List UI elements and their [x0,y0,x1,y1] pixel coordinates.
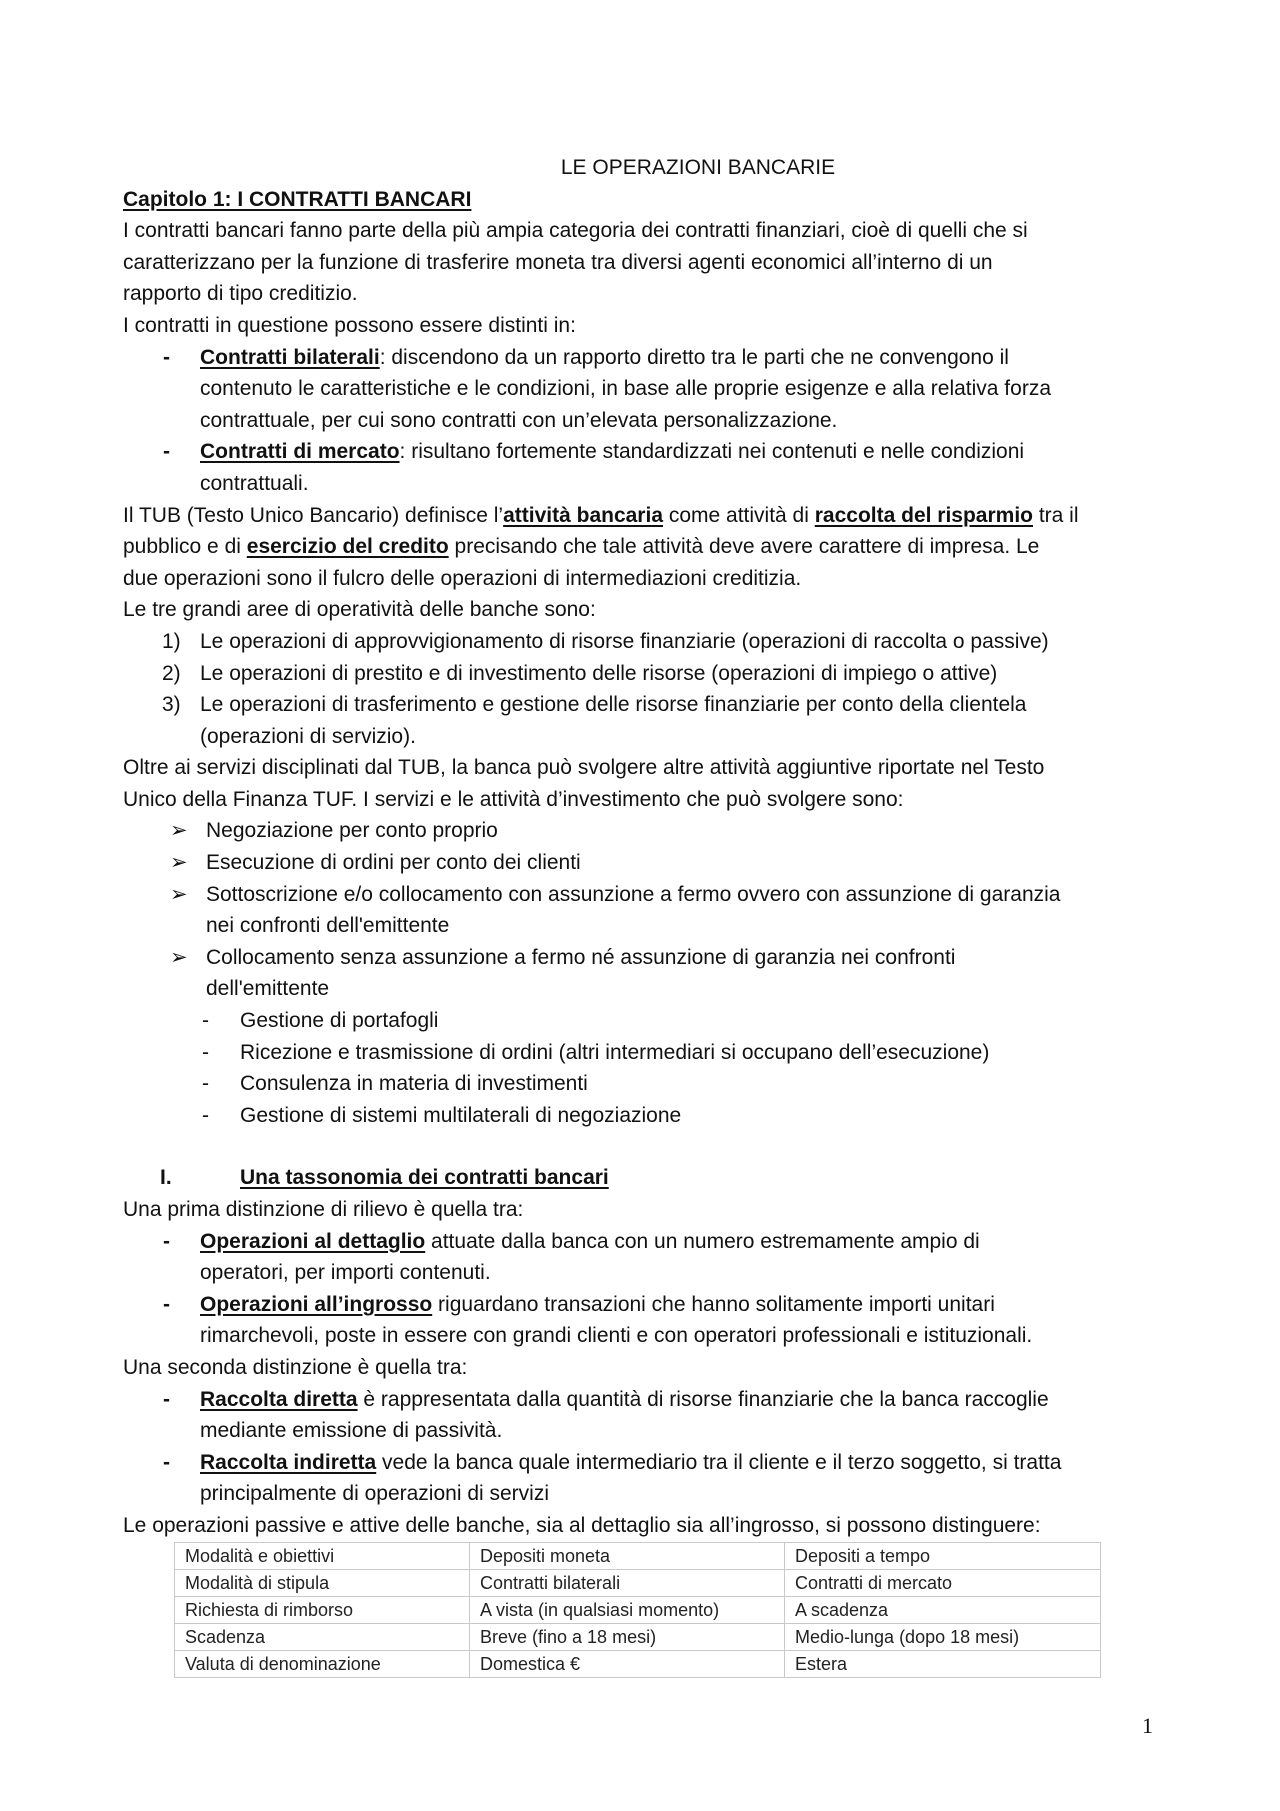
table-cell: Scadenza [175,1623,470,1650]
term-bold: esercizio del credito [246,535,449,559]
term-bold: Raccolta diretta [200,1387,358,1411]
item-text: Le operazioni di trasferimento e gestione delle risorse finanziarie per conto della clientela [200,693,1027,717]
item-text: nei confronti dell'emittente [206,914,450,938]
arrow-item [123,942,1173,1005]
dash-bullet: - [163,440,170,464]
table-cell: Contratti bilaterali [470,1569,785,1596]
dash-bullet: - [202,1009,209,1033]
list-item-retail: - Operazioni al dettaglio attuate dalla banca con un numero estremamente ampio di operatori, per importi contenuti. [123,1226,1173,1289]
document-body [123,152,1173,1678]
item-number: 2) [162,661,181,685]
table-cell: Breve (fino a 18 mesi) [470,1623,785,1650]
table-cell: Richiesta di rimborso [175,1596,470,1623]
term-bold: Contratti bilaterali [200,345,380,369]
table-cell: A vista (in qualsiasi momento) [470,1596,785,1623]
section-heading [123,1162,1173,1194]
term-bold: Contratti di mercato [200,440,400,464]
table-cell: Valuta di denominazione [175,1650,470,1677]
table-cell: Contratti di mercato [785,1569,1101,1596]
chapter-heading: Capitolo 1: I CONTRATTI BANCARI [123,187,472,211]
arrow-bullet-icon: ➢ [170,945,188,969]
intro-line: I contratti bancari fanno parte della più ampia categoria dei contratti finanziari, cioè di quelli che si [123,219,1028,243]
arrow-bullet-icon: ➢ [170,819,188,843]
item-text: Le operazioni di prestito e di investimento delle risorse (operazioni di impiego o attive) [200,661,998,685]
item-text: principalmente di operazioni di servizi [200,1482,550,1506]
list-item-wholesale: - Operazioni all’ingrosso riguardano transazioni che hanno solitamente importi unitari rimarchevoli, poste in essere con grandi clienti e con operatori professionali e istituzionali. [123,1289,1173,1352]
arrow-item [123,847,1173,879]
item-text: Le operazioni di approvvigionamento di risorse finanziarie (operazioni di raccolta o passive) [200,629,1049,653]
item-text: Collocamento senza assunzione a fermo né assunzione di garanzia nei confronti [206,945,956,969]
numbered-item [123,658,1173,690]
item-text: : risultano fortemente standardizzati nei contenuti e nelle condizioni [399,440,1025,464]
distinction-line: Una prima distinzione di rilievo è quella tra: [123,1198,524,1221]
sub-item [123,1100,1173,1132]
tub-line: Il TUB (Testo Unico Bancario) definisce l’attività bancaria come attività di raccolta del risparmio tra il [123,503,1079,527]
tub-line: pubblico e di esercizio del credito precisando che tale attività deve avere carattere di impresa. Le [123,535,1040,559]
arrow-bullet-icon: ➢ [170,851,188,875]
table-cell: Depositi moneta [470,1542,785,1569]
item-text: Sottoscrizione e/o collocamento con assunzione a fermo ovvero con assunzione di garanzia [206,882,1061,906]
table-row [175,1542,1101,1569]
arrow-item [123,879,1173,942]
section-number: I. [160,1166,172,1190]
dash-bullet: - [163,1292,170,1316]
table-row [175,1623,1101,1650]
item-text: contrattuale, per cui sono contratti con un’elevata personalizzazione. [200,408,838,432]
term-bold: raccolta del risparmio [814,503,1033,527]
intro-line: rapporto di tipo creditizio. [123,282,358,306]
sub-item [123,1005,1173,1037]
document-title: LE OPERAZIONI BANCARIE [560,156,836,179]
table-cell: Modalità di stipula [175,1569,470,1596]
dash-bullet: - [163,1229,170,1253]
table-cell: Depositi a tempo [785,1542,1101,1569]
list-item-direct: - Raccolta diretta è rappresentata dalla quantità di risorse finanziarie che la banca raccoglie mediante emissione di passività. [123,1384,1173,1447]
item-text: : discendono da un rapporto diretto tra le parti che ne convengono il [379,345,1009,369]
distinction-line: Una seconda distinzione è quella tra: [123,1355,468,1379]
operations-table [174,1542,1101,1678]
dash-bullet: - [202,1103,209,1127]
table-row [175,1569,1101,1596]
item-text: (operazioni di servizio). [200,724,416,748]
table-cell: Domestica € [470,1650,785,1677]
term-bold: Raccolta indiretta [200,1450,377,1474]
arrow-item [123,815,1173,847]
term-bold: Operazioni all’ingrosso [200,1292,433,1316]
dash-bullet: - [163,1450,170,1474]
list-item-market [123,436,1173,499]
item-text: contrattuali. [200,471,309,495]
item-text: Consulenza in materia di investimenti [240,1072,588,1096]
arrow-bullet-icon: ➢ [170,882,188,906]
table-cell: Modalità e obiettivi [175,1542,470,1569]
item-number: 1) [162,629,181,653]
tub-line: due operazioni sono il fulcro delle operazioni di intermediazioni creditizia. [123,566,802,590]
table-cell: Estera [785,1650,1101,1677]
numbered-item [123,689,1173,752]
spacer [123,1131,1173,1162]
dash-bullet: - [202,1072,209,1096]
item-text: dell'emittente [206,977,330,1001]
tub-line: Le tre grandi aree di operatività delle banche sono: [123,598,596,622]
item-text: Ricezione e trasmissione di ordini (altri intermediari si occupano dell’esecuzione) [240,1040,990,1064]
item-number: 3) [162,693,181,717]
dash-bullet: - [202,1040,209,1064]
table-row [175,1650,1101,1677]
item-text: operatori, per importi contenuti. [200,1261,491,1285]
list-item-indirect: - Raccolta indiretta vede la banca quale intermediario tra il cliente e il terzo soggetto, si tratta principalmente di operazioni di servizi [123,1447,1173,1510]
item-text: contenuto le caratteristiche e le condizioni, in base alle proprie esigenze e alla relativa forza [200,377,1051,401]
item-text: rimarchevoli, poste in essere con grandi clienti e con operatori professionali e istituzionali. [200,1324,1033,1348]
tuf-line: Oltre ai servizi disciplinati dal TUB, la banca può svolgere altre attività aggiuntive riportate nel Testo [123,756,1045,780]
table-cell: Medio-lunga (dopo 18 mesi) [785,1623,1101,1650]
dash-bullet: - [163,345,170,369]
numbered-item [123,626,1173,658]
item-text: Negoziazione per conto proprio [206,819,498,843]
intro-line: I contratti in questione possono essere distinti in: [123,313,576,337]
item-text: mediante emissione di passività. [200,1419,503,1443]
page-number: 1 [1142,1713,1153,1738]
item-text: Esecuzione di ordini per conto dei clienti [206,851,581,875]
item-text: Gestione di sistemi multilaterali di negoziazione [240,1103,682,1127]
intro-line: caratterizzano per la funzione di trasferire moneta tra diversi agenti economici all’interno di un [123,250,993,274]
sub-item [123,1037,1173,1069]
section-title: Una tassonomia dei contratti bancari [240,1166,609,1190]
table-intro: Le operazioni passive e attive delle banche, sia al dettaglio sia all’ingrosso, si possono distinguere: [123,1513,1041,1537]
table-cell: A scadenza [785,1596,1101,1623]
term-bold: attività bancaria [503,503,663,527]
term-bold: Operazioni al dettaglio [200,1229,426,1253]
dash-bullet: - [163,1387,170,1411]
item-text: Gestione di portafogli [240,1009,439,1033]
table-row [175,1596,1101,1623]
sub-item [123,1068,1173,1100]
list-item-bilateral [123,342,1173,437]
tuf-line: Unico della Finanza TUF. I servizi e le attività d’investimento che può svolgere sono: [123,787,904,811]
